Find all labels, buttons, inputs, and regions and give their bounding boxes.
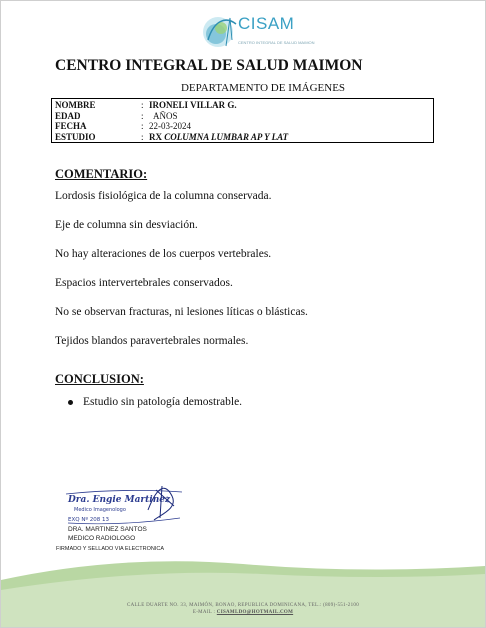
info-key: EDAD xyxy=(55,110,81,121)
comment-line: Lordosis fisiológica de la columna conservada. xyxy=(55,190,272,202)
logo-subtitle: CENTRO INTEGRAL DE SALUD MAIMON xyxy=(238,40,315,45)
patient-info-box xyxy=(51,98,434,143)
bullet-icon xyxy=(68,400,73,405)
stamp-exequatur: EXQ Nº 208 13 xyxy=(68,517,110,523)
stamp-name: Dra. Engie Martinez xyxy=(68,495,171,505)
signer-name: DRA. MARTINEZ SANTOS xyxy=(68,526,147,533)
conclusion-heading: CONCLUSION: xyxy=(55,372,144,386)
footer-contact xyxy=(0,610,486,615)
info-row-fecha xyxy=(55,121,433,132)
comment-line: No se observan fracturas, ni lesiones líticas o blásticas. xyxy=(55,306,308,318)
info-value-age: AÑOS xyxy=(153,110,178,121)
info-row-nombre xyxy=(55,100,433,111)
conclusion-item xyxy=(68,396,242,408)
info-value-date: 22-03-2024 xyxy=(149,121,191,131)
footer-wave-shape xyxy=(1,560,485,627)
info-row-edad xyxy=(55,111,433,122)
stamp-title: Medico Imagenologo xyxy=(74,507,126,513)
info-key: ESTUDIO xyxy=(55,131,96,142)
comment-line: Eje de columna sin desviación. xyxy=(55,219,198,231)
info-colon: : xyxy=(141,100,144,110)
comment-line: Espacios intervertebrales conservados. xyxy=(55,277,233,289)
comment-heading: COMENTARIO: xyxy=(55,167,148,181)
info-key: NOMBRE xyxy=(55,100,96,110)
signature-note: FIRMADO Y SELLADO VIA ELECTRONICA xyxy=(56,546,164,552)
logo-name: CISAM xyxy=(238,14,295,33)
department-title: DEPARTAMENTO DE IMÁGENES xyxy=(180,82,346,94)
signature-block xyxy=(68,525,147,543)
conclusion-text: Estudio sin patología demostrable. xyxy=(83,396,243,408)
footer-address: CALLE DUARTE NO. 33, MAIMÓN, BONAO, REPUBLICA DOMINICANA, TEL.: (809)-551-2100 xyxy=(126,603,360,608)
info-key: FECHA xyxy=(55,121,87,131)
footer-email-link[interactable]: CISAMLDO@HOTMAIL.COM xyxy=(216,610,294,615)
info-colon: : xyxy=(141,110,144,121)
info-colon: : xyxy=(141,131,144,142)
page-title: CENTRO INTEGRAL DE SALUD MAIMON xyxy=(55,57,363,74)
comment-line: No hay alteraciones de los cuerpos vertebrales. xyxy=(55,248,272,260)
info-value-name: IRONELI VILLAR G. xyxy=(149,100,237,110)
info-colon: : xyxy=(141,121,144,131)
info-value-study xyxy=(149,132,288,143)
signature-stamp-icon xyxy=(62,480,190,530)
signer-title: MEDICO RADIOLOGO xyxy=(68,535,136,542)
study-name: COLUMNA LUMBAR AP Y LAT xyxy=(164,131,289,142)
footer-email-label: E-MAIL : xyxy=(192,610,216,615)
info-row-estudio xyxy=(55,132,433,143)
comment-line: Tejidos blandos paravertebrales normales. xyxy=(55,335,249,347)
study-prefix: RX xyxy=(149,131,162,142)
